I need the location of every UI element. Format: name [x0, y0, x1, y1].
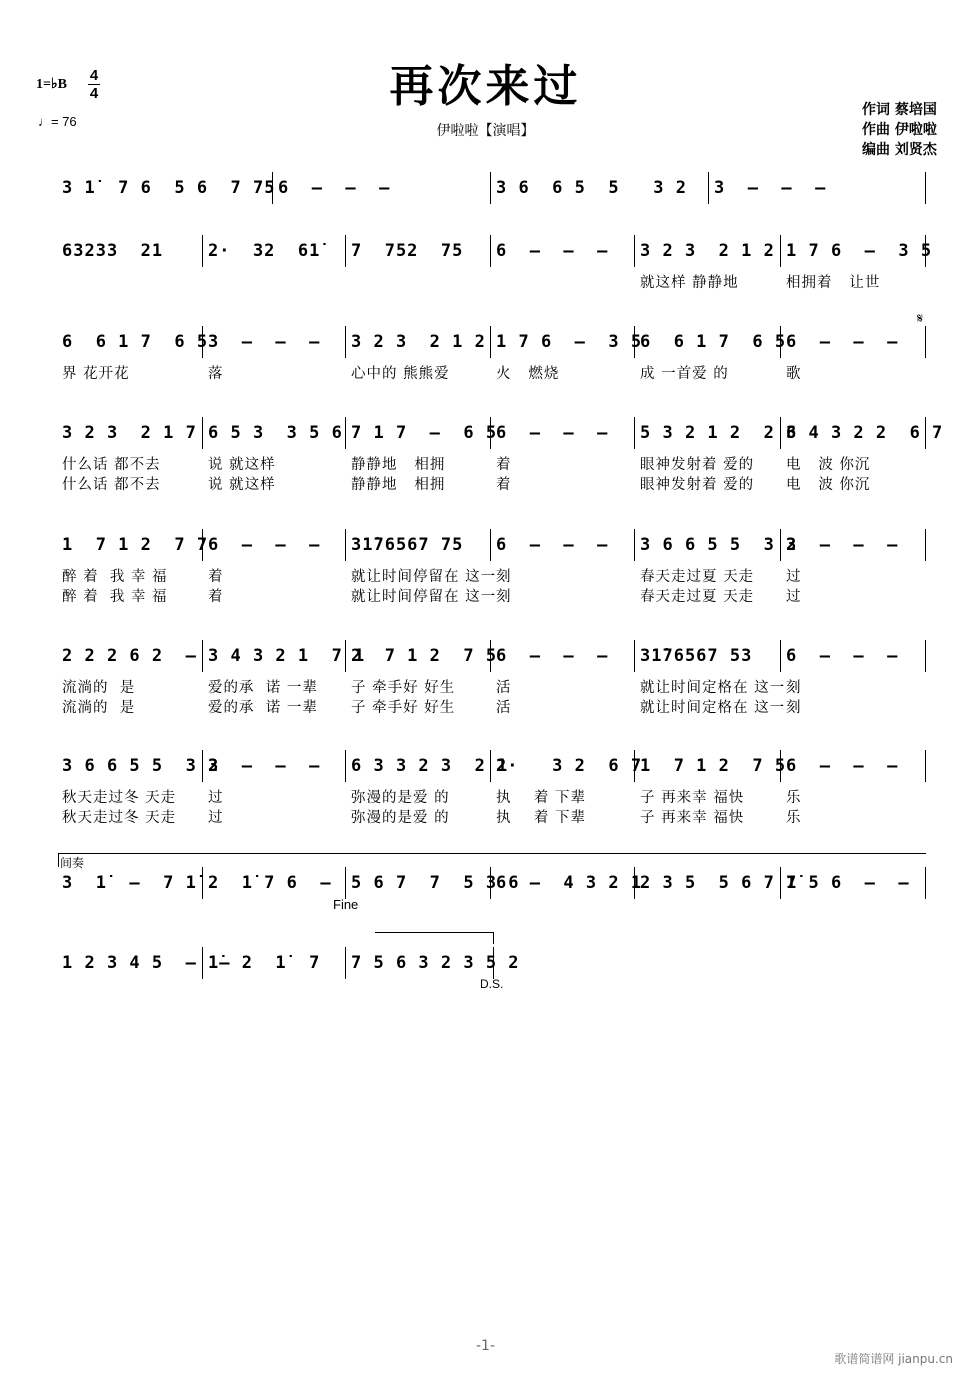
- barline: [925, 417, 926, 449]
- lyric-line-1: 春天走过夏 天走: [640, 569, 755, 585]
- lyric-line-2: 刻: [496, 589, 512, 605]
- lyric-line-1: 秋天走过冬 天走: [62, 790, 177, 806]
- barline: [634, 867, 635, 899]
- barline: [925, 529, 926, 561]
- lyric-line-1: 着: [208, 569, 224, 585]
- barline: [490, 172, 491, 204]
- barline: [780, 417, 781, 449]
- lyric-line-1: 说 就这样: [208, 457, 276, 473]
- lyric-line-1: 歌: [786, 366, 802, 382]
- barline: [925, 867, 926, 899]
- barline: [345, 750, 346, 782]
- measure: 6 5 3 3 5 6: [208, 423, 343, 443]
- measure: 3 6 6 5 5 3 2: [62, 756, 220, 776]
- lyric-line-2: 过: [208, 810, 224, 826]
- lyric-line-1: 爱的承 诺 一辈: [208, 680, 318, 696]
- measure: 6 6 1 7 6 5: [62, 332, 209, 352]
- lyric-line-1: 就让时间停留在 这一: [351, 569, 497, 585]
- measure: 7 1 7 – 6 5: [351, 423, 498, 443]
- barline: [345, 640, 346, 672]
- barline: [490, 529, 491, 561]
- barline: [925, 326, 926, 358]
- barline: [202, 529, 203, 561]
- measure: 6 – – –: [786, 756, 899, 776]
- lyric-line-1: 过: [786, 569, 802, 585]
- barline: [634, 326, 635, 358]
- measure: 6 – – –: [786, 646, 899, 666]
- measure: 6 6 1 7 6 5: [640, 332, 787, 352]
- measure: 3 6 6 5 5 3 2: [496, 178, 687, 198]
- measure: 6 – 4 3 2 1: [496, 873, 643, 893]
- barline: [490, 750, 491, 782]
- watermark: 歌谱简谱网 jianpu.cn: [834, 1352, 953, 1366]
- lyric-line-2: 静静地 相拥: [351, 477, 446, 493]
- barline: [634, 750, 635, 782]
- lyric-line-1: 醉 着 我 幸 福: [62, 569, 168, 585]
- lyricist: 作词 蔡培国: [862, 102, 937, 118]
- barline: [202, 867, 203, 899]
- time-bottom: 4: [89, 85, 99, 102]
- barline: [345, 867, 346, 899]
- lyric-line-1: 心中的 熊熊爱: [351, 366, 450, 382]
- barline: [634, 235, 635, 267]
- measure: 3 6 6 5 5 3 2: [640, 535, 798, 555]
- lyric-line-2: 子 牵手好 好生: [351, 700, 456, 716]
- lyric-line-1: 就让时间定格在 这一: [640, 680, 786, 696]
- lyric-line-1: 子 再来幸 福快: [640, 790, 745, 806]
- measure: 3 2 3 2 1 2: [640, 241, 775, 261]
- measure: 1 7 6 – 3 5: [786, 241, 933, 261]
- measure: 7 5 6 3 2 3 5 2: [351, 953, 520, 973]
- interlude-label: 间奏: [60, 856, 85, 870]
- lyric-line-2: 过: [786, 589, 802, 605]
- barline: [202, 750, 203, 782]
- measure: 1 2 3 4 5 – –: [62, 953, 231, 973]
- lyric-line-1: 火 燃烧: [496, 366, 560, 382]
- barline: [490, 326, 491, 358]
- barline: [493, 947, 494, 979]
- time-top: 4: [89, 67, 99, 84]
- barline: [202, 417, 203, 449]
- lyric-line-2: 醉 着 我 幸 福: [62, 589, 168, 605]
- measure: 3 2 3 2 1 2: [351, 332, 486, 352]
- measure: 6 – – –: [496, 535, 609, 555]
- lyric-line-1: 流淌的 是: [62, 680, 136, 696]
- lyric-line-1: 眼神发射着 爱的: [640, 457, 755, 473]
- measure: 1̇ 2 1̇ 7: [208, 953, 321, 973]
- barline: [202, 235, 203, 267]
- tempo-mark: ♩= 76: [38, 114, 77, 129]
- measure: 3 – – –: [208, 332, 321, 352]
- barline: [345, 235, 346, 267]
- measure: 1 7 1 2 7 5: [640, 756, 787, 776]
- key-signature: 1=♭B: [36, 77, 67, 92]
- measure: 3 4 3 2 1 7 1: [208, 646, 366, 666]
- barline: [780, 867, 781, 899]
- barline: [202, 326, 203, 358]
- lyric-line-2: 执 着 下辈: [496, 810, 587, 826]
- measure: 3 1̇ – 7 1̇: [62, 873, 197, 893]
- barline: [202, 640, 203, 672]
- measure: 6 3 3 2 3 2 1: [351, 756, 509, 776]
- measure: 31̇76567 75: [351, 535, 464, 555]
- barline: [345, 947, 346, 979]
- page-number: -1-: [475, 1338, 495, 1354]
- measure: 3 4 3 2 2 6 7: [786, 423, 944, 443]
- lyric-line-2: 着: [496, 477, 512, 493]
- barline: [490, 417, 491, 449]
- song-title: 再次来过: [389, 61, 582, 112]
- measure: 7 752 75: [351, 241, 464, 261]
- lyric-line-1: 子 牵手好 好生: [351, 680, 456, 696]
- barline: [345, 529, 346, 561]
- barline: [634, 640, 635, 672]
- lyric-line-2: 什么话 都不去: [62, 477, 161, 493]
- lyric-line-1: 相拥着 让世: [786, 275, 881, 291]
- lyric-line-1: 过: [208, 790, 224, 806]
- measure: 6 – – –: [496, 241, 609, 261]
- barline: [490, 640, 491, 672]
- measure: 2 2 2 6 2 –: [62, 646, 197, 666]
- measure: 5 6 7 7 5 3 6: [351, 873, 520, 893]
- fine-label: Fine: [333, 897, 359, 912]
- lyric-line-2: 乐: [786, 810, 802, 826]
- lyric-line-2: 就让时间定格在 这一: [640, 700, 786, 716]
- lyric-line-1: 刻: [496, 569, 512, 585]
- barline: [202, 947, 203, 979]
- lyric-line-2: 说 就这样: [208, 477, 276, 493]
- credits: [862, 100, 937, 160]
- measure: 5 3 2 1 2 2 6: [640, 423, 798, 443]
- lyric-line-2: 刻: [786, 700, 802, 716]
- singer: 伊啦啦【演唱】: [436, 123, 535, 139]
- measure: 63233 21: [62, 241, 164, 261]
- measure: 3 – – –: [714, 178, 827, 198]
- barline: [780, 750, 781, 782]
- measure: 6 – – –: [208, 535, 321, 555]
- barline: [272, 172, 273, 204]
- measure: 2 3 5 5 6 7 1̇: [640, 873, 798, 893]
- lyric-line-2: 春天走过夏 天走: [640, 589, 755, 605]
- measure: 2 1̇ 7 6 –: [208, 873, 332, 893]
- lyric-line-2: 着: [208, 589, 224, 605]
- lyric-line-1: 活: [496, 680, 512, 696]
- lyric-line-2: 活: [496, 700, 512, 716]
- barline: [708, 172, 709, 204]
- barline: [345, 417, 346, 449]
- lyric-line-2: 秋天走过冬 天走: [62, 810, 177, 826]
- lyric-line-1: 执 着 下辈: [496, 790, 587, 806]
- measure: 6 – – –: [278, 178, 391, 198]
- lyric-line-2: 眼神发射着 爱的: [640, 477, 755, 493]
- measure: 2· 32 61̇: [208, 241, 321, 261]
- measure: 3 – – –: [786, 535, 899, 555]
- lyric-line-1: 着: [496, 457, 512, 473]
- barline: [780, 326, 781, 358]
- lyric-line-1: 界 花开花: [62, 366, 130, 382]
- measure: 3 2 3 2 1 7: [62, 423, 197, 443]
- lyric-line-2: 流淌的 是: [62, 700, 136, 716]
- measure: 3 – – –: [208, 756, 321, 776]
- barline: [780, 640, 781, 672]
- lyric-line-1: 就这样 静静地: [640, 275, 739, 291]
- lyric-line-1: 弥漫的是爱 的: [351, 790, 450, 806]
- lyric-line-1: 刻: [786, 680, 802, 696]
- barline: [634, 417, 635, 449]
- measure: 1 7 1 2 7 7: [62, 535, 209, 555]
- lyric-line-1: 落: [208, 366, 224, 382]
- ds-label: D.S.: [480, 977, 504, 991]
- barline: [925, 640, 926, 672]
- lyric-line-1: 静静地 相拥: [351, 457, 446, 473]
- barline: [634, 529, 635, 561]
- lyric-line-2: 电 波 你沉: [786, 477, 871, 493]
- lyric-line-1: 乐: [786, 790, 802, 806]
- measure: 2· 3 2 6 7: [496, 756, 643, 776]
- barline: [925, 235, 926, 267]
- lyric-line-2: 爱的承 诺 一辈: [208, 700, 318, 716]
- measure: 2 7 1 2 7 5: [351, 646, 498, 666]
- lyric-line-1: 电 波 你沉: [786, 457, 871, 473]
- barline: [925, 750, 926, 782]
- arranger: 编曲 刘贤杰: [862, 142, 937, 158]
- barline: [925, 172, 926, 204]
- composer: 作曲 伊啦啦: [862, 122, 937, 138]
- measure: 6 – – –: [786, 332, 899, 352]
- lyric-line-2: 就让时间停留在 这一: [351, 589, 497, 605]
- measure: 31̇76567 53: [640, 646, 753, 666]
- barline: [780, 529, 781, 561]
- barline: [490, 235, 491, 267]
- measure: 1 7 6 – 3 5: [496, 332, 643, 352]
- lyric-line-2: 子 再来幸 福快: [640, 810, 745, 826]
- lyric-line-2: 弥漫的是爱 的: [351, 810, 450, 826]
- measure: 6 – – –: [496, 646, 609, 666]
- segno-sign: 𝄋: [917, 310, 924, 326]
- barline: [780, 235, 781, 267]
- barline: [345, 326, 346, 358]
- lyric-line-1: 成 一首爱 的: [640, 366, 729, 382]
- measure: 3 1̇ 7 6 5 6 7 75: [62, 178, 276, 198]
- measure: 7 5 6 – –: [786, 873, 910, 893]
- lyric-line-1: 什么话 都不去: [62, 457, 161, 473]
- measure: 6 – – –: [496, 423, 609, 443]
- barline: [490, 867, 491, 899]
